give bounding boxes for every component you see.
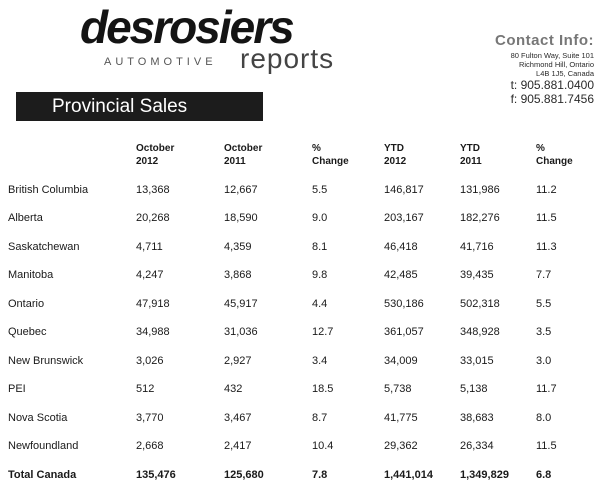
cell-month-change: 8.1 — [312, 240, 328, 253]
cell-ytd-2012: 46,418 — [384, 240, 418, 253]
total-province: Total Canada — [8, 468, 77, 481]
table-row — [8, 319, 590, 348]
cell-province: Saskatchewan — [8, 240, 80, 253]
cell-province: Ontario — [8, 297, 45, 310]
contact-fax: f: 905.881.7456 — [510, 92, 594, 106]
header-ytd-2011: YTD 2011 — [460, 143, 482, 167]
cell-ytd-2011: 26,334 — [460, 440, 494, 453]
header-province — [8, 142, 136, 176]
header-october-2012: October 2012 — [136, 143, 175, 167]
table-row — [8, 176, 590, 205]
contact-phone: t: 905.881.0400 — [510, 78, 594, 92]
sales-table — [8, 142, 590, 490]
cell-month-change: 4.4 — [312, 297, 328, 310]
cell-ytd-2012: 42,485 — [384, 269, 418, 282]
cell-ytd-2012: 361,057 — [384, 326, 424, 339]
logo-subtitle: AUTOMOTIVE — [104, 56, 217, 68]
cell-october-2011: 45,917 — [224, 297, 258, 310]
cell-ytd-2011: 41,716 — [460, 240, 494, 253]
cell-october-2011: 2,417 — [224, 440, 252, 453]
cell-province: Quebec — [8, 326, 47, 339]
cell-province: PEI — [8, 383, 26, 396]
table-row — [8, 290, 590, 319]
cell-province: Alberta — [8, 212, 43, 225]
cell-october-2012: 3,770 — [136, 411, 164, 424]
section-title: Provincial Sales — [52, 96, 188, 117]
cell-ytd-2011: 39,435 — [460, 269, 494, 282]
table-total-row — [8, 461, 590, 490]
header-month-change: % Change — [312, 143, 349, 167]
cell-october-2011: 432 — [224, 383, 243, 396]
cell-october-2012: 3,026 — [136, 354, 164, 367]
cell-month-change: 12.7 — [312, 326, 334, 339]
cell-october-2012: 4,247 — [136, 269, 164, 282]
cell-october-2011: 18,590 — [224, 212, 258, 225]
cell-ytd-2011: 131,986 — [460, 183, 500, 196]
cell-province: Nova Scotia — [8, 411, 68, 424]
contact-heading: Contact Info: — [495, 32, 594, 49]
contact-address-line2: Richmond Hill, Ontario — [518, 60, 594, 69]
table-row — [8, 233, 590, 262]
cell-month-change: 18.5 — [312, 383, 334, 396]
table-body — [8, 176, 590, 490]
total-ytd-2012: 1,441,014 — [384, 468, 433, 481]
contact-address-line1: 80 Fulton Way, Suite 101 — [510, 51, 594, 60]
table-row — [8, 262, 590, 291]
cell-october-2012: 4,711 — [136, 240, 163, 253]
total-october-2012: 135,476 — [136, 468, 176, 481]
cell-ytd-2012: 29,362 — [384, 440, 418, 453]
cell-ytd-2011: 33,015 — [460, 354, 494, 367]
cell-province: Newfoundland — [8, 440, 79, 453]
cell-ytd-2012: 41,775 — [384, 411, 418, 424]
contact-address-line3: L4B 1J5, Canada — [536, 69, 594, 78]
table-row — [8, 205, 590, 234]
cell-ytd-2012: 146,817 — [384, 183, 424, 196]
cell-month-change: 5.5 — [312, 183, 328, 196]
cell-october-2012: 13,368 — [136, 183, 170, 196]
cell-ytd-2012: 530,186 — [384, 297, 424, 310]
cell-ytd-2011: 38,683 — [460, 411, 494, 424]
logo-reports: reports — [240, 43, 335, 74]
cell-october-2011: 3,467 — [224, 411, 252, 424]
cell-month-change: 9.0 — [312, 212, 328, 225]
cell-october-2012: 34,988 — [136, 326, 170, 339]
cell-ytd-2012: 34,009 — [384, 354, 418, 367]
cell-october-2011: 3,868 — [224, 269, 252, 282]
cell-ytd-change: 7.7 — [536, 269, 552, 282]
table-row — [8, 404, 590, 433]
total-ytd-change: 6.8 — [536, 468, 552, 481]
cell-october-2012: 20,268 — [136, 212, 170, 225]
section-banner — [16, 92, 263, 121]
cell-ytd-change: 3.0 — [536, 354, 552, 367]
cell-ytd-change: 5.5 — [536, 297, 552, 310]
header-ytd-2012: YTD 2012 — [384, 143, 407, 167]
cell-october-2011: 2,927 — [224, 354, 252, 367]
cell-ytd-change: 11.3 — [536, 240, 557, 253]
cell-ytd-2011: 502,318 — [460, 297, 500, 310]
cell-month-change: 8.7 — [312, 411, 328, 424]
cell-october-2011: 31,036 — [224, 326, 258, 339]
total-month-change: 7.8 — [312, 468, 328, 481]
cell-ytd-2012: 203,167 — [384, 212, 424, 225]
cell-october-2012: 47,918 — [136, 297, 170, 310]
cell-october-2012: 2,668 — [136, 440, 164, 453]
header-ytd-change: % Change — [536, 143, 573, 167]
cell-october-2012: 512 — [136, 383, 155, 396]
cell-ytd-change: 11.7 — [536, 383, 557, 396]
cell-month-change: 3.4 — [312, 354, 328, 367]
cell-ytd-change: 3.5 — [536, 326, 552, 339]
cell-october-2011: 4,359 — [224, 240, 252, 253]
cell-ytd-2011: 182,276 — [460, 212, 500, 225]
cell-ytd-change: 11.2 — [536, 183, 557, 196]
cell-month-change: 9.8 — [312, 269, 328, 282]
cell-province: Manitoba — [8, 269, 54, 282]
cell-ytd-2011: 348,928 — [460, 326, 500, 339]
cell-ytd-change: 11.5 — [536, 212, 557, 225]
table-row — [8, 433, 590, 462]
header-october-2011: October 2011 — [224, 143, 263, 167]
cell-ytd-change: 8.0 — [536, 411, 552, 424]
logo-wordmark: desrosiers — [80, 1, 293, 53]
cell-month-change: 10.4 — [312, 440, 334, 453]
table-row — [8, 347, 590, 376]
cell-october-2011: 12,667 — [224, 183, 258, 196]
cell-province: British Columbia — [8, 183, 89, 196]
cell-ytd-2012: 5,738 — [384, 383, 412, 396]
cell-ytd-2011: 5,138 — [460, 383, 488, 396]
table-row — [8, 376, 590, 405]
contact-info — [495, 32, 594, 106]
cell-province: New Brunswick — [8, 354, 84, 367]
total-october-2011: 125,680 — [224, 468, 264, 481]
table-header-row — [8, 142, 590, 176]
total-ytd-2011: 1,349,829 — [460, 468, 509, 481]
cell-ytd-change: 11.5 — [536, 440, 557, 453]
